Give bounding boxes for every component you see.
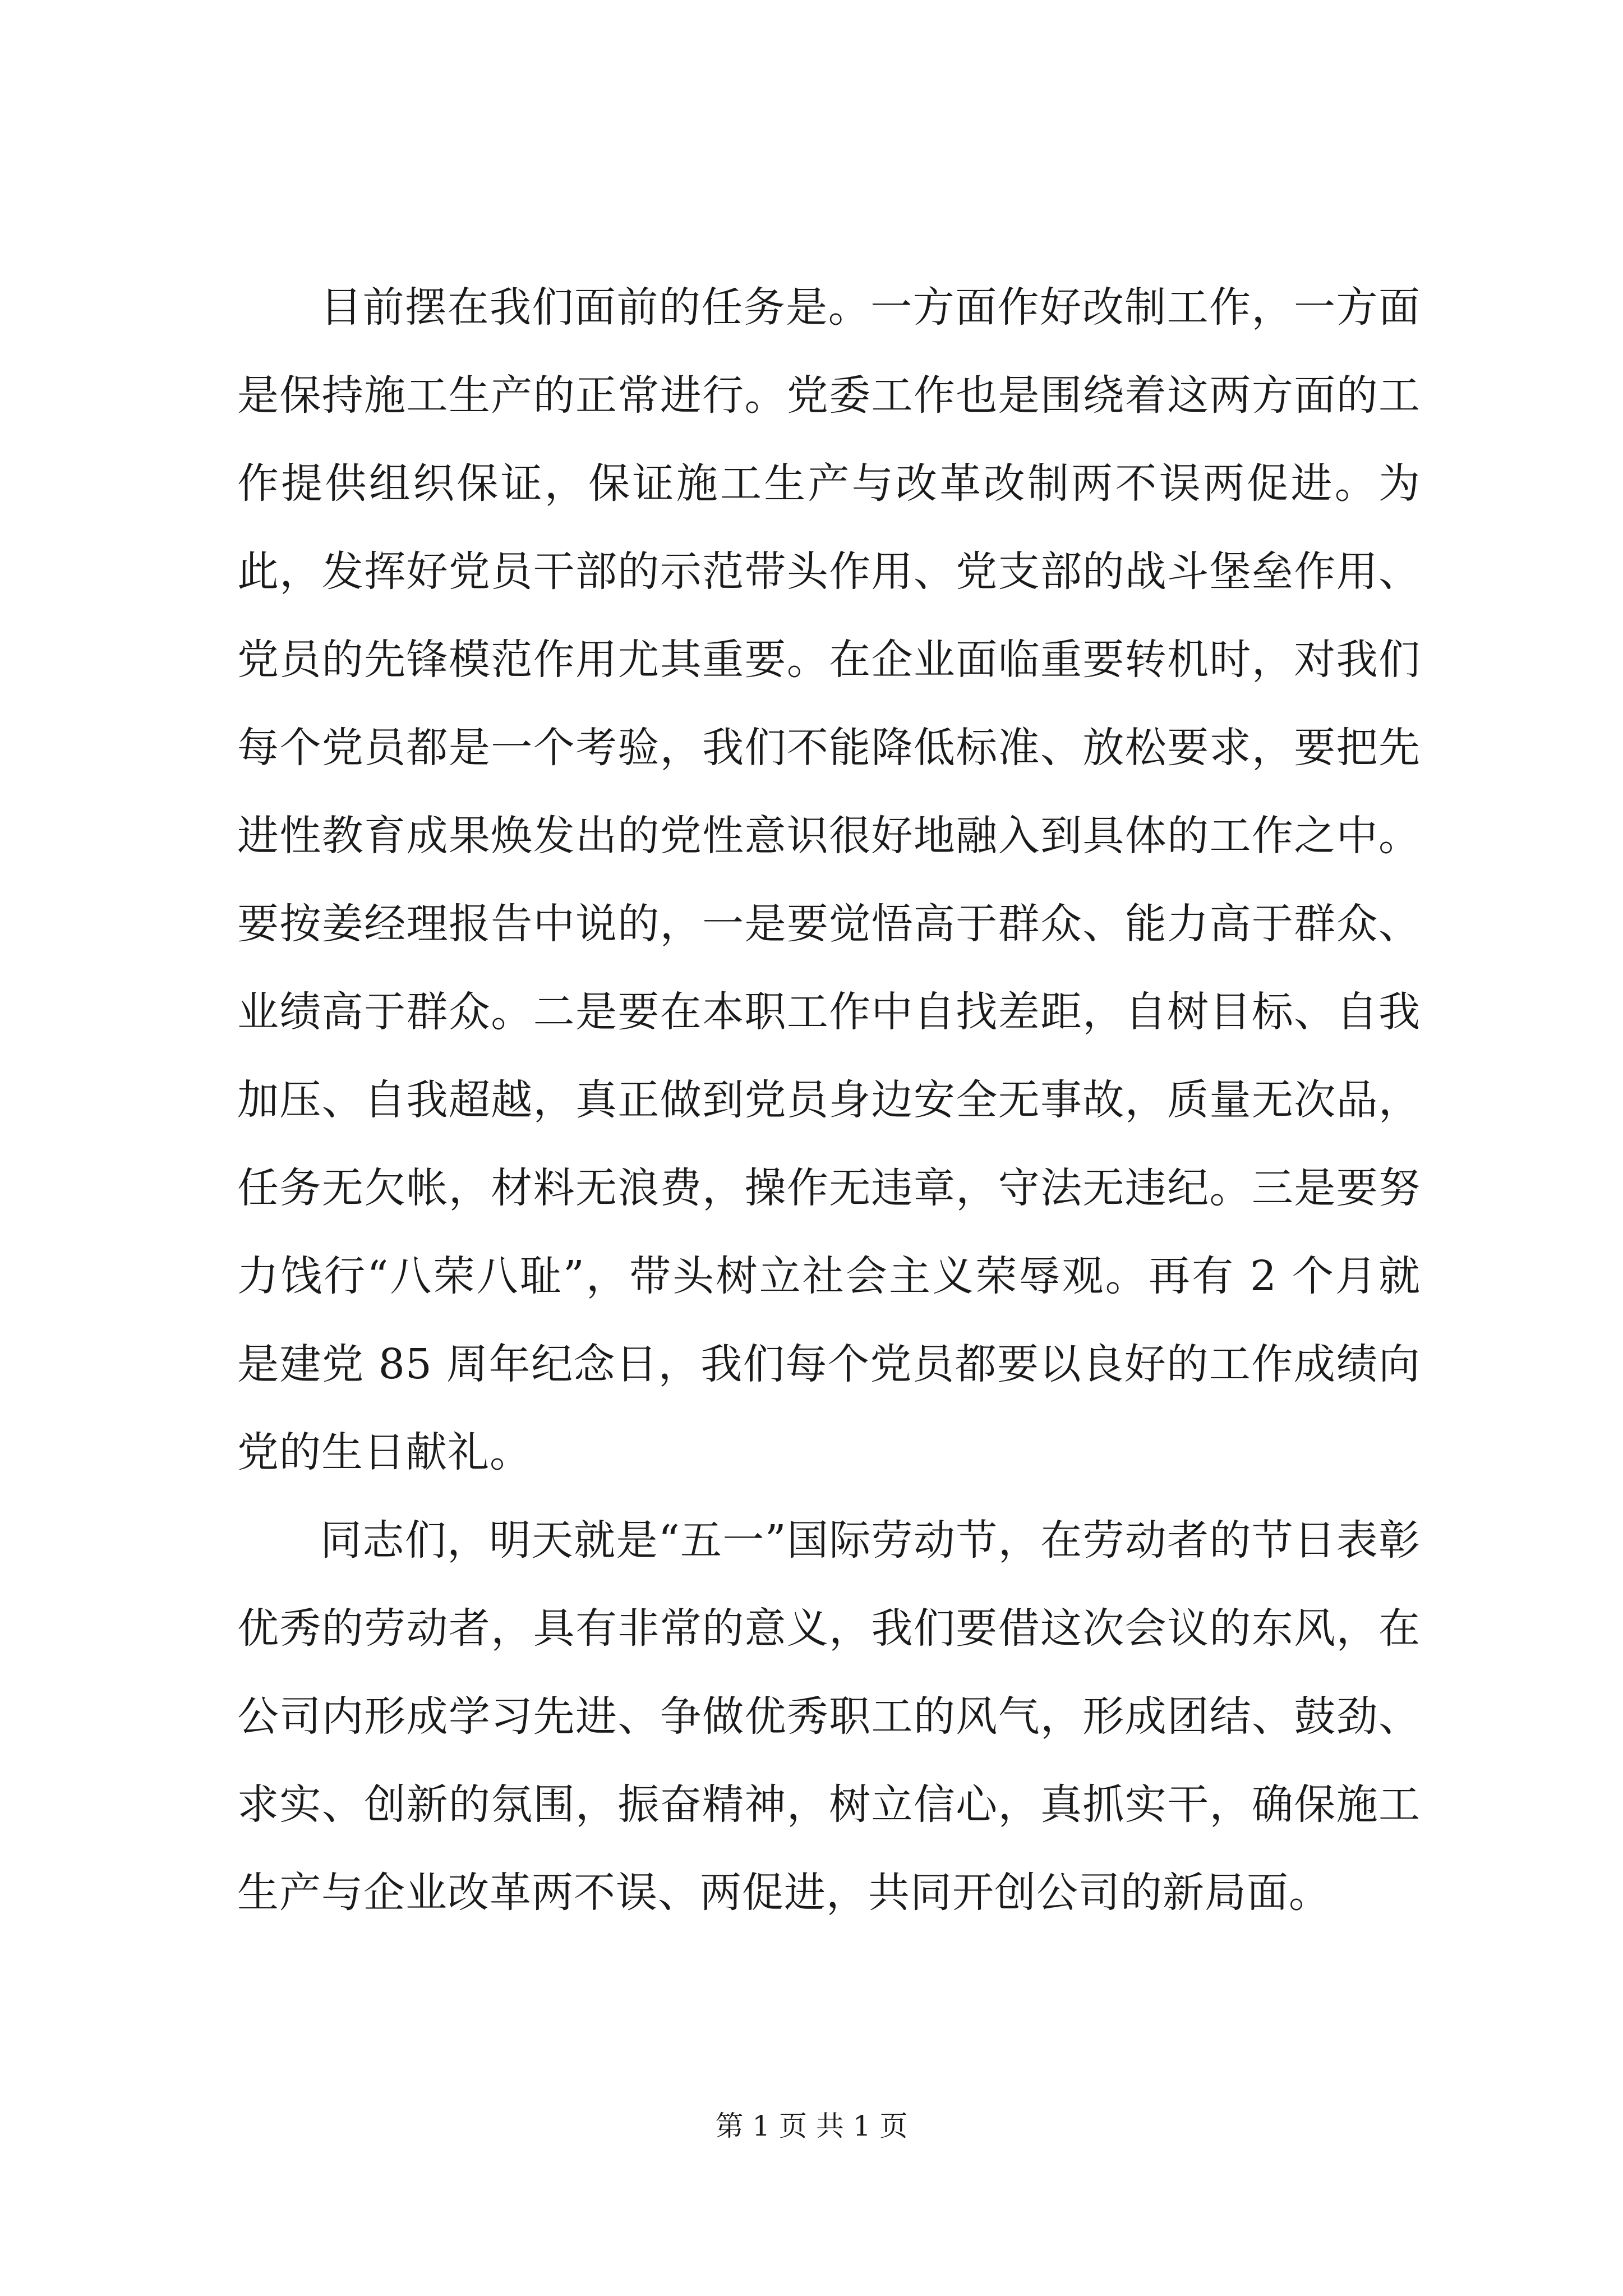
page-footer: 第 1 页 共 1 页 xyxy=(715,2110,908,2142)
document-body xyxy=(237,264,1421,1937)
paragraph-tasks: 目前摆在我们面前的任务是。一方面作好改制工作，一方面是保持施工生产的正常进行。党委工作也是围绕着这两方面的工作提供组织保证，保证施工生产与改革改制两不误两促进。为此，发挥好党员干部的示范带头作用、党支部的战斗堡垒作用、党员的先锋模范作用尤其重要。在企业面临重要转机时，对我们每个党员都是一个考验，我们不能降低标准、放松要求，要把先进性教育成果焕发出的党性意识很好地融入到具体的工作之中。要按姜经理报告中说的，一是要觉悟高于群众、能力高于群众、业绩高于群众。二是要在本职工作中自找差距，自树目标、自我加压、自我超越，真正做到党员身边安全无事故，质量无次品，任务无欠帐，材料无浪费，操作无违章，守法无违纪。三是要努力饯行“八荣八耻”，带头树立社会主义荣辱观。再有 2 个月就是建党 85 周年纪念日，我们每个党员都要以良好的工作成绩向党的生日献礼。 xyxy=(237,283,1421,1476)
paragraph-labor-day: 同志们，明天就是“五一”国际劳动节，在劳动者的节日表彰优秀的劳动者，具有非常的意义，我们要借这次会议的东风，在公司内形成学习先进、争做优秀职工的风气，形成团结、鼓劲、求实、创新的氛围，振奋精神，树立信心，真抓实干，确保施工生产与企业改革两不误、两促进，共同开创公司的新局面。 xyxy=(237,1516,1421,1917)
